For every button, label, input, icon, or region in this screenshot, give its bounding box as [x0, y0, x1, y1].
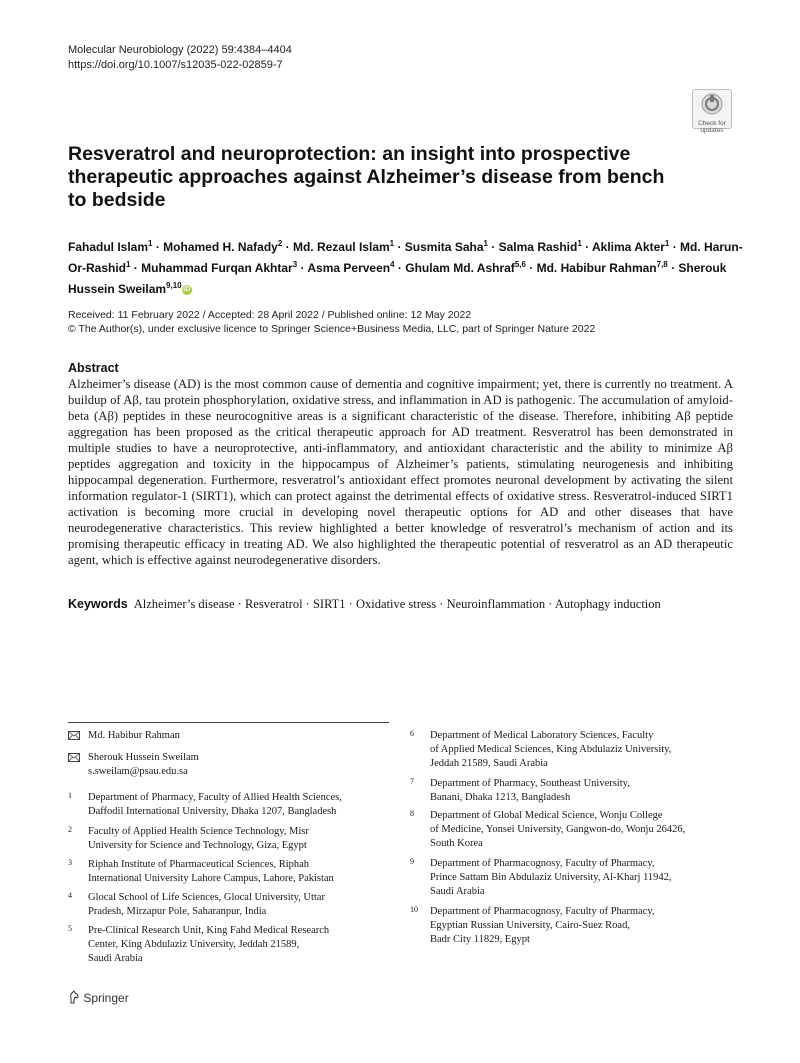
- author-name[interactable]: Ghulam Md. Ashraf: [405, 261, 515, 275]
- affiliation-entry: [410, 905, 740, 947]
- correspondence-entry: [68, 751, 398, 779]
- check-for-updates-icon: [701, 93, 723, 115]
- journal-header: [68, 43, 292, 73]
- affiliation-number: 8: [410, 809, 414, 818]
- keywords-list: Alzheimer’s disease · Resveratrol · SIRT1 · Oxidative stress · Neuroinflammation · Autophagy induction: [133, 597, 661, 611]
- author-list: Fahadul Islam$^1$ · Mohamed H. Nafady$^2$ · Md. Rezaul Islam$^1$ · Susmita Saha$^1$ · Salma Rashid$^1$ · Aklima Akter$^1$ · Md. Harun- Or-Rashid$^1$ · Muhammad Furqan Akhtar$^3$ · Asma Perveen$^4$ · Ghulam Md. Ashraf$^{5,6}$ · Md. Habibur Rahman$^{7,8}$ · Sherouk Hussein Sweilam$^{9,10}$ iD: [68, 239, 743, 296]
- envelope-icon: [68, 753, 80, 767]
- author-name[interactable]: Salma Rashid: [498, 240, 578, 254]
- email-link[interactable]: s.sweilam@psau.edu.sa: [88, 766, 188, 777]
- keywords-heading: Keywords: [68, 597, 128, 611]
- affiliation-number: 10: [410, 905, 418, 914]
- author-name[interactable]: Md. Rezaul Islam: [292, 240, 390, 254]
- author-name[interactable]: Mohamed H. Nafady: [163, 240, 278, 254]
- publisher-footer: [68, 990, 129, 1006]
- doi-link[interactable]: https://doi.org/10.1007/s12035-022-02859-7: [68, 59, 283, 71]
- footnote-line: Riphah Institute of Pharmaceutical Sciences, Riphah: [88, 859, 310, 870]
- affiliation-entry: [410, 809, 740, 851]
- affiliation-entry: [68, 924, 398, 966]
- affiliation-marker: 1: [577, 239, 582, 248]
- affiliation-number: 9: [410, 857, 414, 866]
- footnote-line: Department of Pharmacognosy, Faculty of Pharmacy,: [430, 858, 655, 869]
- footnote-line: of Medicine, Yonsei University, Gangwon-do, Wonju 26426,: [430, 824, 686, 835]
- footnote-line: University for Science and Technology, Giza, Egypt: [88, 840, 307, 851]
- footnote-line: Department of Global Medical Science, Wonju College: [430, 810, 663, 821]
- author-name[interactable]: Sherouk Hussein Sweilam: [68, 261, 727, 296]
- affiliation-marker: 2: [277, 239, 283, 248]
- footnote-line: Egyptian Russian University, Cairo-Suez Road,: [430, 920, 630, 931]
- affiliation-entry: [68, 791, 398, 819]
- check-for-updates-badge[interactable]: [692, 89, 732, 134]
- affiliation-number: 6: [410, 729, 414, 738]
- footnote-line: Center, King Abdulaziz University, Jeddah 21589,: [88, 939, 300, 950]
- springer-horse-icon: [68, 990, 80, 1004]
- footnote-line: Department of Pharmacognosy, Faculty of Pharmacy,: [430, 906, 655, 917]
- affiliation-number: 7: [410, 777, 414, 786]
- footnote-line: Prince Sattam Bin Abdulaziz University, Al-Kharj 11942,: [430, 872, 672, 883]
- affiliation-marker: 7,8: [656, 260, 668, 269]
- envelope-icon: [68, 731, 80, 745]
- abstract-heading: Abstract: [68, 361, 119, 375]
- footnote-line: Sherouk Hussein Sweilam: [88, 752, 199, 763]
- author-name[interactable]: Fahadul Islam: [68, 240, 149, 254]
- affiliation-marker: 5,6: [514, 260, 526, 269]
- affiliation-number: 5: [68, 924, 72, 933]
- footnote-line: Saudi Arabia: [430, 886, 485, 897]
- affiliation-entry: [68, 825, 398, 853]
- check-for-updates-line1: Check for: [698, 120, 726, 127]
- publication-dates: [68, 308, 595, 336]
- footnote-line: South Korea: [430, 838, 483, 849]
- footnote-line: Daffodil International University, Dhaka 1207, Bangladesh: [88, 806, 337, 817]
- footnote-line: Jeddah 21589, Saudi Arabia: [430, 758, 548, 769]
- footnote-line: Pre-Clinical Research Unit, King Fahd Medical Research: [88, 925, 330, 936]
- footnote-line: Pradesh, Mirzapur Pole, Saharanpur, India: [88, 906, 267, 917]
- affiliation-marker: 1: [664, 239, 670, 248]
- footnote-line: Banani, Dhaka 1213, Bangladesh: [430, 792, 571, 803]
- affiliation-number: 2: [68, 825, 72, 834]
- affiliation-marker: 1: [483, 239, 488, 248]
- affiliation-marker: 1: [126, 260, 131, 269]
- affiliation-entry: [410, 857, 740, 899]
- abstract-text: Alzheimer’s disease (AD) is the most common cause of dementia and cognitive impairment; yet, there is currently no treatment. A buildup of Aβ, tau protein phosphorylation, oxidative stress, and inflammation in AD is pathogenic. The accumulation of amyloid-beta (Aβ) peptides in these neurocognitive areas is a significant characteristic of the disease. Therefore, inhibiting Aβ peptide aggregation has been proposed as the critical therapeutic approach for AD treatment. Resveratrol has been demonstrated in multiple studies to have a neuroprotective, anti-inflammatory, and antioxidant characteristic and the ability to minimize Aβ peptides aggregation and toxicity in the hippocampus of Alzheimer’s patients, stimulating neurogenesis and inhibiting hippocampal degeneration. Furthermore, resveratrol’s antioxidant effect promotes neuronal development by activating the silent information regulator-1 (SIRT1), which can protect against the detrimental effects of oxidative stress. Resveratrol-induced SIRT1 activation is becoming more crucial in developing novel therapeutic options for AD and other diseases that have neurodegenerative characteristics. This review highlighted a better knowledge of resveratrol’s mechanism of action and its promising therapeutic efficacy in treating AD. We also highlighted the therapeutic potential of resveratrol as an AD therapeutic agent, which is effective against neurodegenerative disorders.: [68, 377, 733, 567]
- footnote-line: Department of Pharmacy, Faculty of Allied Health Sciences,: [88, 792, 342, 803]
- affiliation-marker: 9,10: [166, 281, 182, 290]
- footnote-line: Department of Medical Laboratory Sciences, Faculty: [430, 730, 654, 741]
- author-name[interactable]: Susmita Saha: [404, 240, 484, 254]
- author-name[interactable]: Md. Harun- Or-Rashid: [68, 240, 743, 275]
- affiliation-marker: 1: [389, 239, 395, 248]
- journal-citation: Molecular Neurobiology (2022) 59:4384–4404: [68, 44, 292, 56]
- footnote-line: of Applied Medical Sciences, King Abdulaziz University,: [430, 744, 672, 755]
- footnote-line: International University Lahore Campus, Lahore, Pakistan: [88, 873, 334, 884]
- footnote-line: Faculty of Applied Health Science Technology, Misr: [88, 826, 309, 837]
- footnote-line: Department of Pharmacy, Southeast University,: [430, 778, 630, 789]
- footnote-line: Saudi Arabia: [88, 953, 143, 964]
- affiliation-number: 1: [68, 791, 72, 800]
- author-name[interactable]: Asma Perveen: [307, 261, 391, 275]
- footnote-line: Md. Habibur Rahman: [88, 730, 180, 741]
- affiliation-marker: 4: [390, 260, 395, 269]
- footnote-line: Glocal School of Life Sciences, Glocal University, Uttar: [88, 892, 325, 903]
- footnote-line: Badr City 11829, Egypt: [430, 934, 530, 945]
- orcid-icon[interactable]: iD: [183, 285, 191, 293]
- publisher-name: Springer: [83, 991, 129, 1005]
- article-title: Resveratrol and neuroprotection: an insight into prospective therapeutic approaches against Alzheimer’s disease from bench to bedside: [68, 143, 665, 211]
- affiliation-number: 4: [68, 891, 72, 900]
- author-name[interactable]: Muhammad Furqan Akhtar: [141, 261, 293, 275]
- correspondence-entry: [68, 729, 398, 743]
- affiliation-entry: [410, 777, 740, 805]
- affiliation-entry: [68, 858, 398, 886]
- keywords-block: [68, 596, 748, 612]
- footnote-divider: [68, 722, 389, 723]
- author-name[interactable]: Aklima Akter: [592, 240, 665, 254]
- affiliation-number: 3: [68, 858, 72, 867]
- copyright-line: © The Author(s), under exclusive licence to Springer Science+Business Media, LLC, part of Springer Nature 2022: [68, 323, 596, 335]
- check-for-updates-line2: updates: [700, 127, 724, 134]
- author-name[interactable]: Md. Habibur Rahman: [536, 261, 657, 275]
- affiliation-marker: 3: [292, 260, 298, 269]
- affiliation-entry: [68, 891, 398, 919]
- affiliation-marker: 1: [148, 239, 153, 248]
- history-dates: Received: 11 February 2022 / Accepted: 28 April 2022 / Published online: 12 May 2022: [68, 309, 472, 321]
- affiliation-entry: [410, 729, 740, 771]
